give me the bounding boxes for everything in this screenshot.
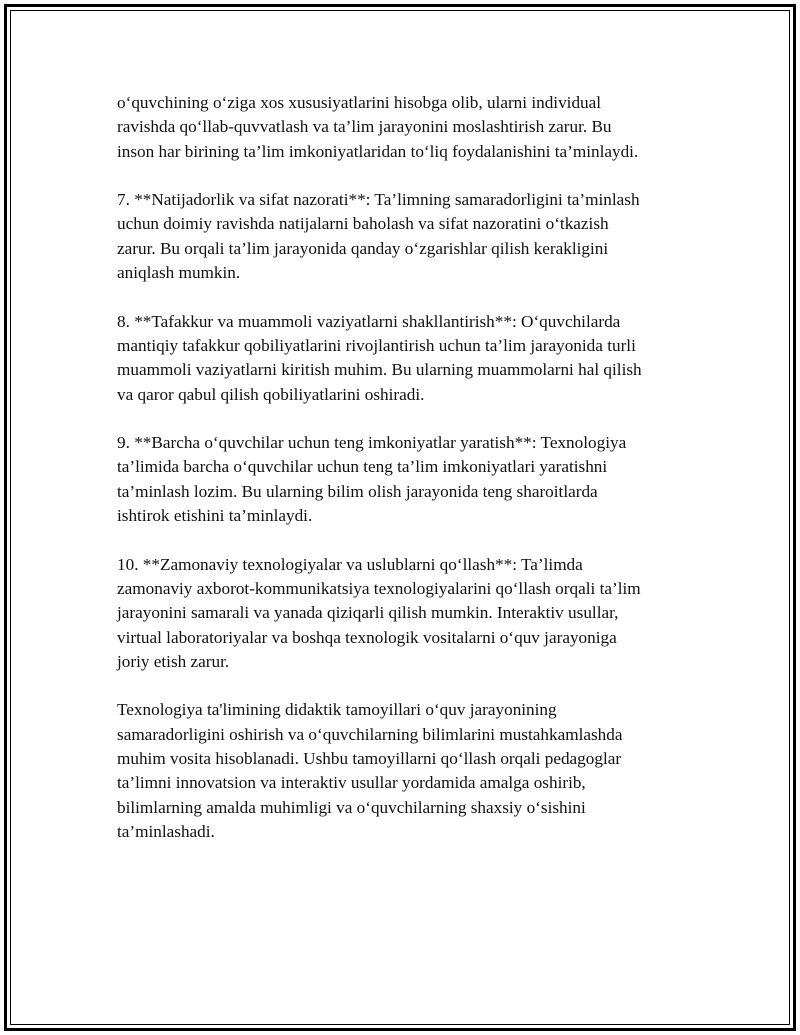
paragraph-item-10: 10. **Zamonaviy texnologiyalar va uslublarni qo‘llash**: Ta’limda zamonaviy axborot-kommunikatsiya texnologiyalarini qo‘llash orqali ta’lim jarayonini samarali va yanada qiziqarli qilish mumkin. Interaktiv usullar, virtual laboratoriyalar va boshqa texnologik vositalarni o‘quv jarayoniga joriy etish zarur. [117, 554, 641, 671]
paragraph-item-8: 8. **Tafakkur va muammoli vaziyatlarni shakllantirish**: O‘quvchilarda mantiqiy tafakkur qobiliyatlarini rivojlantirish uchun ta’lim jarayonida turli muammoli vaziyatlarni kiritish muhim. Bu ularning muammolarni hal qilish va qaror qabul qilish qobiliyatlarini oshiradi. [117, 311, 642, 404]
document-body [117, 91, 687, 844]
paragraph-conclusion: Texnologiya ta'limining didaktik tamoyillari o‘quv jarayonining samaradorligini oshirish va o‘quvchilarning bilimlarini mustahkamlashda muhim vosita hisoblanadi. Ushbu tamoyillarni qo‘llash orqali pedagoglar ta’limni innovatsion va interaktiv usullar yordamida amalga oshirib, bilimlarning amalda muhimligi va o‘quvchilarning shaxsiy o‘sishini ta’minlashadi. [117, 700, 623, 841]
paragraph-item-9: 9. **Barcha o‘quvchilar uchun teng imkoniyatlar yaratish**: Texnologiya ta’limida barcha o‘quvchilar uchun teng ta’lim imkoniyatlari yaratishni ta’minlash lozim. Bu ularning bilim olish jarayonida teng sharoitlarda ishtirok etishini ta’minlaydi. [117, 433, 627, 526]
paragraph-item-7: 7. **Natijadorlik va sifat nazorati**: Ta’limning samaradorligini ta’minlash uchun doimiy ravishda natijalarni baholash va sifat nazoratini o‘tkazish zarur. Bu orqali ta’lim jarayonida qanday o‘zgarishlar qilish kerakligini aniqlash mumkin. [117, 190, 640, 283]
paragraph-continuation: o‘quvchining o‘ziga xos xususiyatlarini hisobga olib, ularni individual ravishda qo‘llab-quvvatlash va ta’lim jarayonini moslashtirish zarur. Bu inson har birining ta’lim imkoniyatlaridan to‘liq foydalanishini ta’minlaydi. [117, 93, 639, 161]
